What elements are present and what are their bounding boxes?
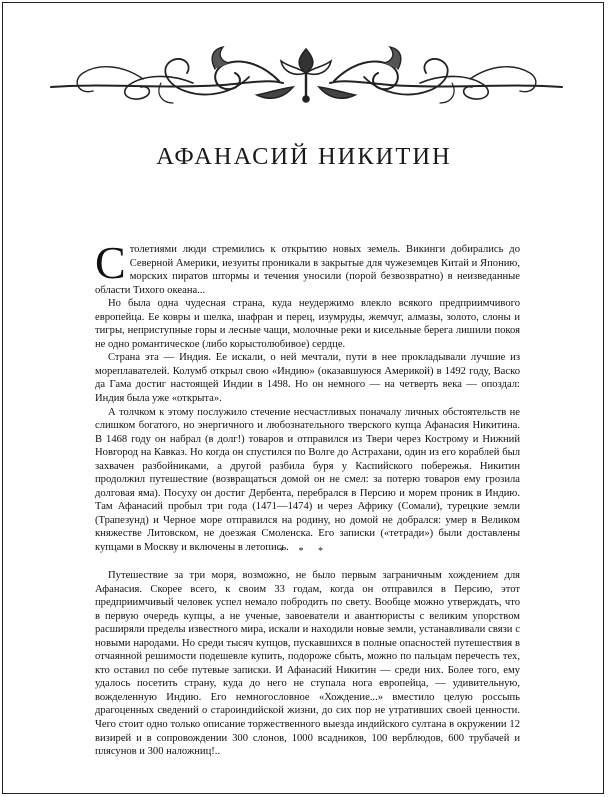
paragraph: Страна эта — Индия. Ее искали, о ней мечтали, пути в нее прокладывали лучшие из мореплавателей. Колумб открыл свою «Индию» (оказавшуюся Америкой) в 1492 году, Васко да Гама достиг настоящей Индии в 1498. Но он немного — на четверть века — опоздал: Индия была уже «открыта».	[95, 352, 520, 405]
paragraph: Путешествие за три моря, возможно, не было первым заграничным хождением для Афанасия. Скорее всего, к своим 33 годам, когда он отправился в Персию, этот предприимчивый человек успел немало побродить по свету. Вообще можно утверждать, что в первую очередь купцы, а не ученые, завоеватели и авантюристы с великим упорством расширяли пределы известного мира, искали и находили новые земли, устанавливали связи с новыми народами. Но среди тысяч купцов, пускавшихся в полные опасностей путешествия в отчаянной решимости подешевле купить, подороже сбыть, можно по пальцам перечесть тех, кто оставил по себе путевые записки. И Афанасий Никитин — среди них. Более того, ему удалось посетить страну, куда до него не ступала нога европейца, — удивительную, вожделенную Индию. Его немногословное «Хождение...» вместило целую россыпь драгоценных сведений о староиндийской жизни, до сих пор не утративших своей ценности. Чего стоит одно только описание торжественного выезда индийского султана в окружении 12 визирей и в сопровождении 300 слонов, 1000 всадников, 100 верблюдов, 600 трубачей и плясунов и 300 наложниц!..	[95, 570, 520, 758]
paragraph: А толчком к этому послужило стечение несчастливых поначалу личных обстоятельств не слишком богатого, но энергичного и любознательного тверского купца Афанасия Никитина. В 1468 году он набрал (в долг!) товаров и отправился из Твери через Кострому и Нижний Новгород на Кавказ. Но когда он спустился по Волге до Астрахани, один из его кораблей был захвачен разбойниками, а другой разбила буря у Каспийского побережья. Никитин продолжил путешествие (возвращаться домой он не смел: за потерю товаров ему грозила долговая яма). Посуху он достиг Дербента, перебрался в Персию и морем проник в Индию. Там Афанасий пробыл три года (1471—1474) и через Африку (Сомали), турецкие земли (Трапезунд) и Черное море отправился на родину, но домой не добрался: умер в Великом княжестве Литовском, не доезжая Смоленска. Его записки («тетради») были доставлены купцами в Москву и включены в летопись.	[95, 406, 520, 554]
section-2	[95, 569, 520, 759]
paragraph-text: толетиями люди стремились к открытию новых земель. Викинги добирались до Северной Америки, иезуиты проникали в закрытые для чужеземцев Китай и Японию, морских пиратов штормы и течения уносили (порой безвозвратно) в неизведанные области Тихого океана...	[95, 244, 520, 296]
paragraph: Но была одна чудесная страна, куда неудержимо влекло всякого предприимчивого европейца. Ее ковры и шелка, шафран и перец, изумруды, жемчуг, алмазы, золото, слоны и тигры, неприступные горы и лесные чащи, молочные реки и кисельные берега лишили покоя не одно романтическое (либо корыстолюбивое) сердце.	[95, 298, 520, 350]
section-1	[95, 237, 520, 555]
decorative-flourish-ornament	[43, 43, 570, 107]
page	[2, 2, 604, 794]
section-separator: * * *	[279, 546, 329, 557]
paragraph	[95, 237, 520, 297]
drop-cap: С	[95, 237, 126, 288]
page-title: АФАНАСИЙ НИКИТИН	[156, 143, 452, 170]
